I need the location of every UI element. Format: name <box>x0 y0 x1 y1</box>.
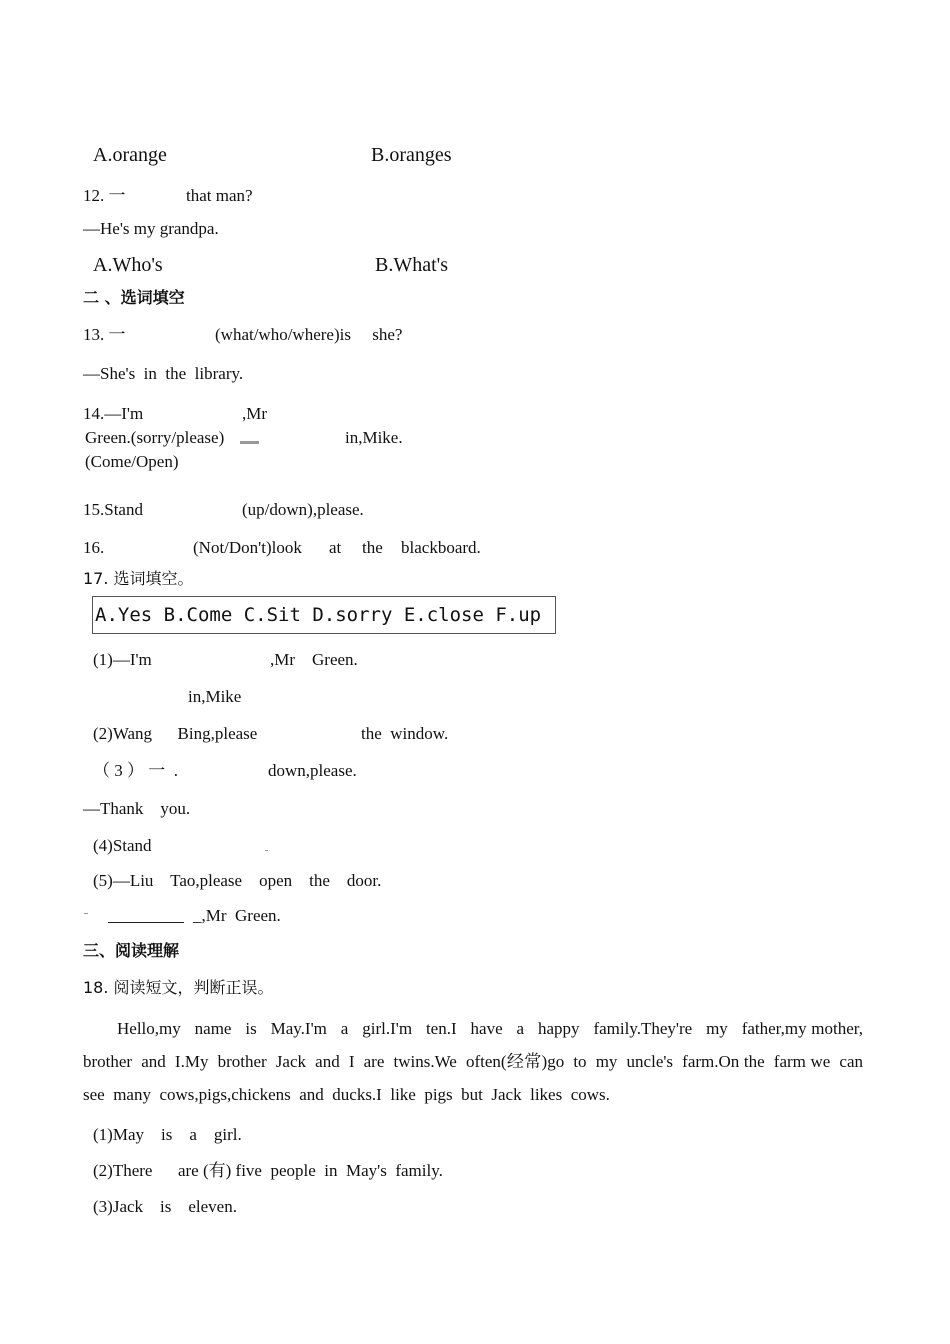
q17-item1-line2: in,Mike <box>188 687 242 706</box>
q16-word-3: the <box>362 538 383 557</box>
q15-start: 15.Stand <box>83 500 143 519</box>
q16-word-4: blackboard. <box>401 538 481 557</box>
q12-option-a: A.Who's <box>93 254 163 276</box>
section-2-heading: 二 、选词填空 <box>83 288 185 307</box>
q16-word-2: at <box>329 538 342 557</box>
q17-item4: (4)Stand <box>93 836 152 855</box>
q17-item2-start: (2)Wang Bing,please <box>93 724 258 743</box>
section-3-heading: 三、阅读理解 <box>83 941 180 960</box>
q13-answer: —She's in the library. <box>83 364 244 383</box>
q16-number: 16. <box>83 538 105 557</box>
q12-prompt-start: 12. 一 <box>83 186 126 205</box>
q17-item3-end: down,please. <box>268 761 357 780</box>
q14-line2-end: in,Mike. <box>345 428 403 447</box>
q17-item3-answer: —Thank you. <box>83 799 191 818</box>
q18-statement-1: (1)May is a girl. <box>93 1125 242 1144</box>
q17-item1-end: ,Mr Green. <box>270 650 358 669</box>
q17-item5-blank <box>108 908 184 923</box>
q17-item5: (5)—Liu Tao,please open the door. <box>93 871 382 890</box>
q13-prompt-start: 13. 一 <box>83 325 126 344</box>
q17-item2-end: the window. <box>361 724 449 743</box>
q14-line1-start: 14.—I'm <box>83 404 144 423</box>
q14-blank-mark <box>240 441 259 444</box>
word-bank-box <box>92 596 556 634</box>
q12-answer: —He's my grandpa. <box>83 219 219 238</box>
q17-title: 17. 选词填空。 <box>83 569 194 588</box>
q14-line3: (Come/Open) <box>85 452 179 471</box>
q15-end: (up/down),please. <box>242 500 364 519</box>
q18-title: 18. 阅读短文，判断正误。 <box>83 978 274 997</box>
q18-statement-2: (2)There are (有) five people in May's family. <box>93 1161 443 1180</box>
q18-statement-3: (3)Jack is eleven. <box>93 1197 237 1216</box>
q14-line2-start: Green.(sorry/please) <box>85 428 225 447</box>
q17-item1-start: (1)—I'm <box>93 650 152 669</box>
q12-option-b: B.What's <box>375 254 449 276</box>
q17-item5-dash-mark <box>84 913 88 914</box>
q13-prompt-end: (what/who/where)is she? <box>215 325 403 344</box>
q17-item5-answer-end: _,Mr Green. <box>193 906 281 925</box>
q11-option-a: A.orange <box>93 144 167 166</box>
word-bank-text: A.Yes B.Come C.Sit D.sorry E.close F.up <box>95 604 542 626</box>
reading-passage: Hello,my name is May.I'm a girl.I'm ten.I have a happy family.They're my father,my mother, brother and I.My brother Jack and I are twins.We often(经常)go to my uncle's farm.On the farm we can see many cows,pigs,chickens and ducks.I like pigs but Jack likes cows. <box>83 1019 872 1104</box>
q17-item3-start: （ 3 ） 一 . <box>93 761 178 780</box>
q14-line1-end: ,Mr <box>242 404 268 423</box>
q16-word-1: (Not/Don't)look <box>193 538 302 557</box>
q12-prompt-end: that man? <box>186 186 253 205</box>
q17-item4-blank-mark <box>265 850 268 851</box>
q11-option-b: B.oranges <box>371 144 452 166</box>
